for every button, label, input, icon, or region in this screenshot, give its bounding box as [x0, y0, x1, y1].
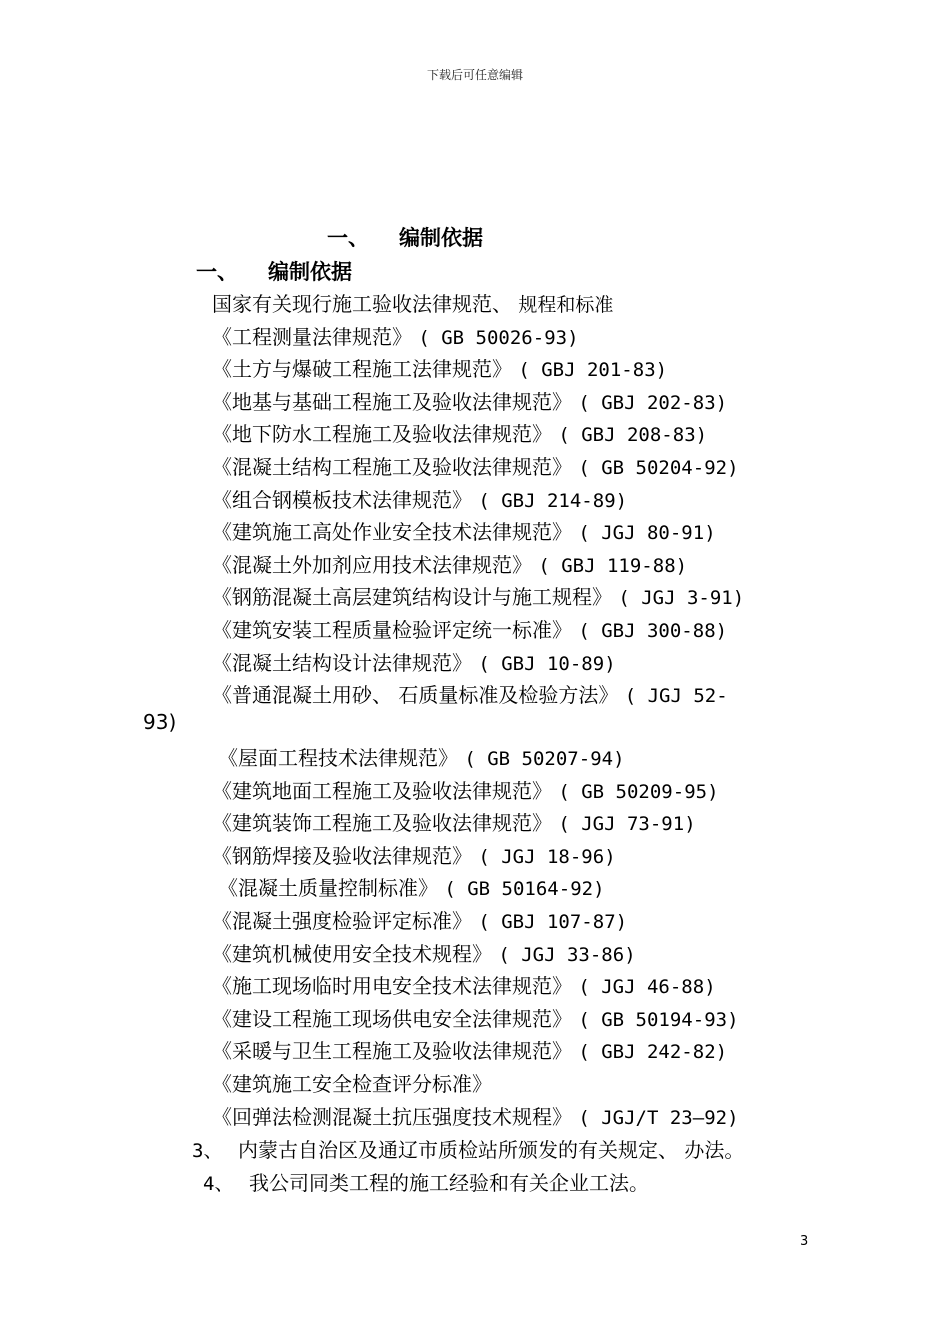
reference-line	[212, 1035, 727, 1064]
reference-code: ( JGJ/T 23—92)	[578, 1106, 739, 1129]
reference-code: ( GB 50204-92)	[578, 457, 739, 479]
reference-code: ( JGJ 33-86)	[498, 943, 636, 966]
section-title-text: 编制依据	[268, 260, 352, 284]
reference-title: 《普通混凝土用砂、 石质量标准及检验方法》	[212, 683, 619, 708]
reference-line	[212, 614, 727, 643]
reference-line	[212, 581, 744, 610]
reference-line	[212, 807, 696, 836]
reference-title: 《混凝土结构设计法律规范》	[212, 650, 472, 675]
reference-code: ( JGJ 80-91)	[578, 522, 716, 545]
reference-title: 《土方与爆破工程施工法律规范》	[212, 357, 512, 382]
reference-title: 《工程测量法律规范》	[212, 324, 412, 349]
reference-title: 国家有关现行施工验收法律规范、	[212, 292, 512, 316]
reference-line	[212, 1003, 739, 1032]
item-text: 我公司同类工程的施工经验和有关企业工法。	[249, 1171, 649, 1195]
reference-line	[212, 905, 627, 934]
section-title-text: 编制依据	[399, 226, 483, 250]
reference-title: 《建筑地面工程施工及验收法律规范》	[212, 778, 552, 803]
reference-line	[212, 1101, 739, 1130]
list-item-3	[192, 1134, 744, 1163]
reference-title: 《屋面工程技术法律规范》	[218, 746, 458, 770]
reference-code: ( JGJ 3-91)	[618, 587, 745, 610]
reference-code: ( JGJ 73-91)	[558, 813, 696, 836]
reference-title: 《建设工程施工现场供电安全法律规范》	[212, 1006, 572, 1031]
reference-code: ( GBJ 242-82)	[578, 1041, 728, 1064]
reference-line	[212, 288, 613, 317]
reference-code: ( GB 50164-92)	[444, 878, 605, 901]
reference-line	[212, 484, 627, 513]
section-number: 一、	[196, 260, 238, 284]
reference-code: ( GBJ 10-89)	[478, 652, 616, 675]
reference-code: ( GBJ 119-88)	[538, 554, 688, 577]
item-number: 3、	[192, 1140, 223, 1162]
item-text: 内蒙古自治区及通辽市质检站所颁发的有关规定、 办法。	[238, 1138, 745, 1162]
reference-title: 《混凝土质量控制标准》	[218, 876, 438, 901]
reference-line	[212, 1068, 492, 1097]
reference-title: 《施工现场临时用电安全技术法律规范》	[212, 974, 572, 999]
reference-line	[212, 840, 616, 869]
item-number: 4、	[203, 1173, 234, 1195]
reference-title: 《组合钢模板技术法律规范》	[212, 487, 472, 512]
reference-title: 《建筑装饰工程施工及验收法律规范》	[212, 811, 552, 836]
reference-line	[212, 386, 727, 415]
reference-code: ( GBJ 202-83)	[578, 391, 728, 414]
reference-code: ( GBJ 107-87)	[478, 911, 628, 933]
reference-line	[212, 418, 707, 447]
reference-line	[212, 679, 728, 708]
reference-code: ( JGJ 52-	[624, 685, 728, 708]
reference-title: 《混凝土结构工程施工及验收法律规范》	[212, 455, 572, 479]
reference-code: 规程和标准	[518, 294, 614, 316]
reference-code: ( GBJ 300-88)	[578, 620, 728, 642]
page-header: 下载后可任意编辑	[426, 68, 523, 82]
page-number: 3	[800, 1234, 809, 1249]
reference-line	[212, 516, 716, 545]
reference-title: 《建筑安装工程质量检验评定统一标准》	[212, 618, 572, 642]
reference-code: ( GB 50209-95)	[558, 780, 719, 803]
reference-title: 《地基与基础工程施工及验收法律规范》	[212, 389, 572, 414]
reference-title: 《混凝土外加剂应用技术法律规范》	[212, 552, 532, 577]
reference-line	[212, 775, 719, 804]
reference-title: 《回弹法检测混凝土抗压强度技术规程》	[212, 1104, 572, 1129]
reference-title: 《混凝土强度检验评定标准》	[212, 909, 472, 933]
reference-code: ( GB 50207-94)	[464, 748, 625, 770]
section-number: 一、	[327, 226, 369, 250]
reference-title: 《采暖与卫生工程施工及验收法律规范》	[212, 1039, 572, 1064]
reference-line	[212, 353, 667, 382]
section-title-primary	[327, 222, 483, 252]
reference-line	[212, 647, 616, 676]
reference-line	[212, 451, 739, 480]
reference-title: 《建筑施工安全检查评分标准》	[212, 1072, 492, 1096]
reference-title: 《地下防水工程施工及验收法律规范》	[212, 422, 552, 447]
reference-title: 《建筑机械使用安全技术规程》	[212, 941, 492, 966]
reference-line	[218, 742, 625, 771]
reference-title: 《建筑施工高处作业安全技术法律规范》	[212, 520, 572, 545]
reference-code: ( GB 50194-93)	[578, 1008, 739, 1031]
reference-line-continuation: 93)	[143, 710, 177, 734]
reference-code: ( JGJ 18-96)	[478, 845, 616, 868]
reference-line	[212, 321, 579, 350]
list-item-4	[203, 1167, 649, 1196]
reference-code: ( GBJ 201-83)	[518, 359, 668, 382]
reference-title: 《钢筋混凝土高层建筑结构设计与施工规程》	[212, 585, 612, 610]
reference-code: ( JGJ 46-88)	[578, 976, 716, 999]
reference-code: ( GBJ 208-83)	[558, 424, 708, 447]
reference-line	[212, 970, 716, 999]
reference-code: ( GB 50026-93)	[418, 326, 579, 349]
section-title-secondary	[196, 256, 352, 286]
reference-line	[212, 938, 636, 967]
reference-line	[212, 549, 687, 578]
reference-line	[218, 872, 605, 901]
reference-title: 《钢筋焊接及验收法律规范》	[212, 843, 472, 868]
reference-code: ( GBJ 214-89)	[478, 489, 628, 512]
